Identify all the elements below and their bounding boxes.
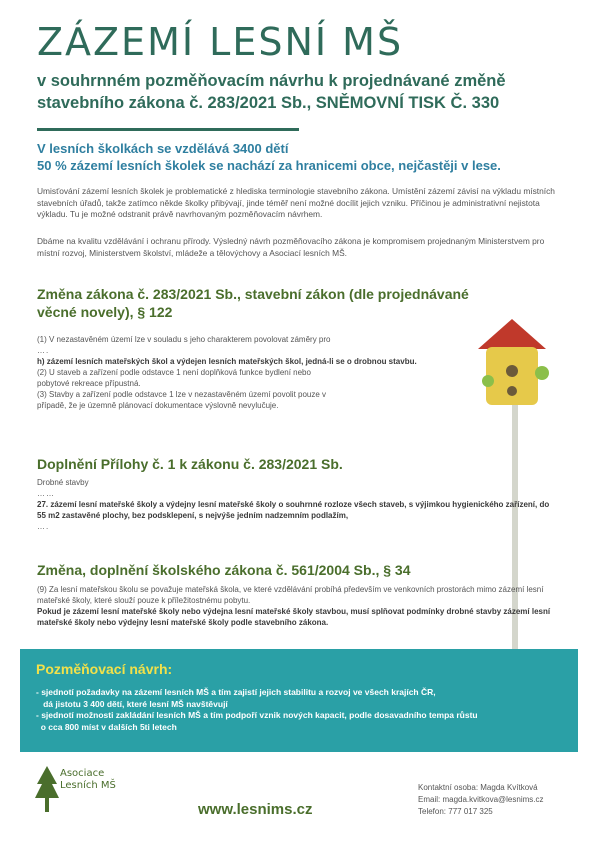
contact-phone: Telefon: 777 017 325 bbox=[418, 807, 493, 816]
title-divider bbox=[37, 128, 299, 131]
section-3-line-1: (9) Za lesní mateřskou školu se považuje mateřská škola, ve které vzdělávání probíhá především ve venkovních prostorách mimo zázemí lesní mateřské školy, které slouží pouze k příležitostnému pobytu. bbox=[37, 585, 544, 605]
lead-block bbox=[37, 140, 567, 174]
subtitle-line-2: stavebního zákona č. 283/2021 Sb., SNĚMOVNÍ TISK Č. 330 bbox=[37, 94, 500, 112]
website-link[interactable]: www.lesnims.cz bbox=[198, 801, 313, 818]
section-3-body bbox=[37, 584, 562, 628]
birdhouse-hole bbox=[506, 365, 518, 377]
lead-line-2: 50 % zázemí lesních školek se nachází za hranicemi obce, nejčastěji v lese. bbox=[37, 158, 501, 173]
section-1-line-3: (2) U staveb a zařízení podle odstavce 1 není doplňková funkce bydlení nebo pobytové rekreace přípustná. bbox=[37, 368, 311, 388]
tree-logo-icon bbox=[34, 764, 60, 814]
birdhouse-hole-lower bbox=[507, 386, 517, 396]
intro-paragraph-2: Dbáme na kvalitu vzdělávání i ochranu přírody. Výsledný návrh pozměňovacího zákona je kompromisem projednaným Ministerstvem pro místní rozvoj, Ministerstvem školství, mládeže a tělovýchovy a Asociací lesních MŠ. bbox=[37, 236, 545, 258]
contact-email[interactable]: Email: magda.kvitkova@lesnims.cz bbox=[418, 795, 544, 804]
lead-line-1: V lesních školkách se vzdělává 3400 dětí bbox=[37, 141, 289, 156]
proposal-title: Pozměňovací návrh: bbox=[36, 661, 173, 677]
birdhouse-illustration bbox=[468, 315, 558, 405]
section-2-heading: Doplnění Přílohy č. 1 k zákonu č. 283/2021 Sb. bbox=[37, 456, 343, 472]
section-3-heading: Změna, doplnění školského zákona č. 561/2004 Sb., § 34 bbox=[37, 562, 411, 578]
section-2-dots-2: …. bbox=[37, 522, 50, 531]
section-2-body bbox=[37, 477, 557, 532]
child-figure-right bbox=[535, 366, 549, 380]
proposal-list bbox=[36, 687, 566, 733]
page-subtitle bbox=[37, 70, 557, 114]
logo-line-1: Asociace bbox=[60, 768, 105, 779]
section-1-line-1: (1) V nezastavěném území lze v souladu s jeho charakterem povolovat záměry pro bbox=[37, 335, 331, 344]
proposal-item-1a: - sjednotí požadavky na zázemí lesních MŠ a tím zajistí jejich stabilitu a rozvoj ve všech krajích ČR, bbox=[36, 687, 436, 697]
logo-line-2: Lesních MŠ bbox=[60, 780, 116, 791]
section-2-line-1: Drobné stavby bbox=[37, 478, 89, 487]
section-1-heading: Změna zákona č. 283/2021 Sb., stavební zákon (dle projednávané věcné novely), § 122 bbox=[37, 286, 469, 320]
section-2-dots-1: …… bbox=[37, 489, 55, 498]
section-1-line-2: h) zázemí lesních mateřských škol a výdejen lesních mateřských škol, jedná-li se o drobnou stavbu. bbox=[37, 357, 417, 366]
contact-person: Kontaktní osoba: Magda Kvítková bbox=[418, 783, 538, 792]
proposal-item-2a: - sjednotí možnosti zakládání lesních MŠ a tím podpoří vznik nových kapacit, podle dosavadního tempa růstu bbox=[36, 710, 478, 720]
intro-paragraph-1: Umisťování zázemí lesních školek je problematické z hlediska terminologie stavebního zákona. Umístění zázemí závisí na výkladu místních stavebních úřadů, takže zatímco někde školky přibývají, jinde téměř není možné docílit jejich vzniku. Příčinou je administrativní nejistota výkladu. Tu je možné odstranit právě navrhovaným pozměňovacím návrhem. bbox=[37, 186, 555, 219]
proposal-box bbox=[20, 649, 578, 752]
section-1-body bbox=[37, 334, 467, 411]
birdhouse-roof bbox=[478, 319, 546, 349]
section-1-line-4: (3) Stavby a zařízení podle odstavce 1 lze v nezastavěném území povolit pouze v případě, že je územně plánovací dokumentace výslovně nevylučuje. bbox=[37, 390, 327, 410]
section-2-line-2: 27. zázemí lesní mateřské školy a výdejny lesní mateřské školy o souhrnné rozloze všech staveb, s výjimkou hygienického zařízení, do 55 m2 zastavěné plochy, bez podsklepení, s nejvýše jedním nadzemním podlažím, bbox=[37, 500, 550, 520]
subtitle-line-1: v souhrnném pozměňovacím návrhu k projednávané změně bbox=[37, 72, 506, 90]
proposal-item-1b: dá jistotu 3 400 dětí, které lesní MŠ navštěvují bbox=[36, 698, 228, 709]
child-figure-left bbox=[482, 375, 494, 387]
section-1-dots: …. bbox=[37, 346, 50, 355]
page-title: ZÁZEMÍ LESNÍ MŠ bbox=[37, 20, 404, 64]
section-3-line-2: Pokud je zázemí lesní mateřské školy nebo výdejna lesní mateřské školy stavbou, musí splňovat podmínky drobné stavby zázemí lesní mateřské školy nebo výdejny lesní mateřské školy podle stavebního zákona. bbox=[37, 607, 551, 627]
association-logo-text bbox=[60, 768, 116, 792]
proposal-item-2b: o cca 800 míst v dalších 5ti letech bbox=[36, 721, 177, 732]
contact-block bbox=[418, 782, 544, 818]
